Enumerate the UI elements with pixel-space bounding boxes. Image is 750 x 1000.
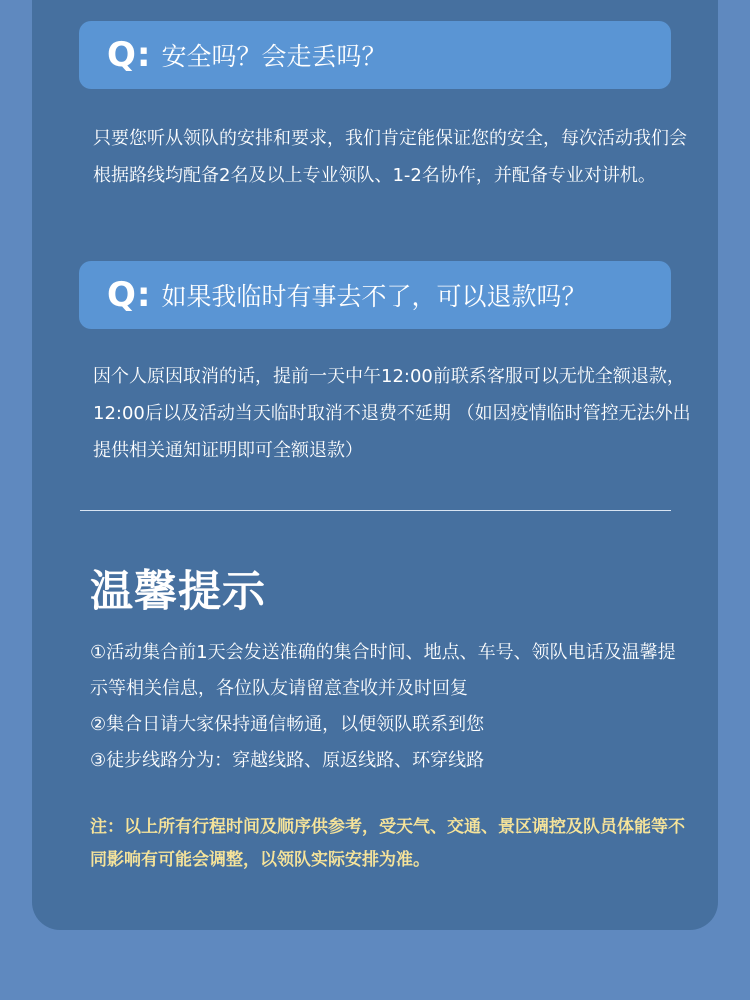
section-divider [80, 510, 671, 511]
faq-answer-safety: 只要您听从领队的安排和要求，我们肯定能保证您的安全，每次活动我们会根据路线均配备2名及以上专业领队、1-2名协作，并配备专业对讲机。 [93, 128, 687, 186]
tip-item: ①活动集合前1天会发送准确的集合时间、地点、车号、领队电话及温馨提示等相关信息，各位队友请留意查收并及时回复 [90, 642, 676, 699]
tips-list [90, 635, 690, 779]
disclaimer-note: 注：以上所有行程时间及顺序供参考，受天气、交通、景区调控及队员体能等不同影响有可能会调整，以领队实际安排为准。 [90, 817, 685, 870]
faq-answer-refund: 因个人原因取消的话，提前一天中午12:00前联系客服可以无忧全额退款，12:00后以及活动当天临时取消不退费不延期 （如因疫情临时管控无法外出提供相关通知证明即可全额退款） [93, 366, 691, 461]
tip-item: ③徒步线路分为：穿越线路、原返线路、环穿线路 [90, 750, 485, 771]
q-label: Q: [107, 275, 152, 315]
tip-item: ②集合日请大家保持通信畅通，以便领队联系到您 [90, 714, 485, 735]
question-text: 如果我临时有事去不了，可以退款吗？ [161, 282, 587, 311]
q-label: Q: [107, 35, 152, 75]
question-text: 安全吗？会走丢吗？ [161, 42, 387, 71]
faq-question-safety [79, 21, 671, 89]
tips-heading: 温馨提示 [90, 567, 266, 617]
faq-question-refund [79, 261, 671, 329]
